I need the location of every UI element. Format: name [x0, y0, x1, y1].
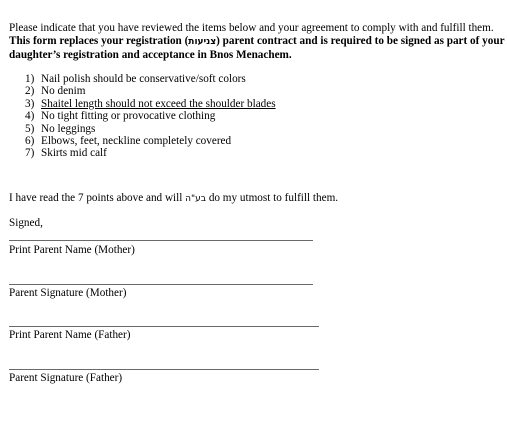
statement-prefix: I have read the 7 points above and will — [9, 192, 186, 204]
mother-signature-line[interactable] — [9, 284, 313, 285]
father-signature-label: Parent Signature (Father) — [9, 372, 123, 384]
father-name-line[interactable] — [9, 326, 319, 327]
rule-text: Elbows, feet, neckline completely covered — [41, 135, 232, 148]
intro-line-2 — [9, 35, 505, 49]
intro-line-2-suffix: ) parent contract and is required to be signed as part of your — [216, 35, 505, 47]
rule-number: 7) — [25, 147, 35, 160]
signed-label: Signed, — [9, 217, 43, 229]
rule-number: 6) — [25, 135, 35, 148]
rule-number: 2) — [25, 85, 35, 98]
mother-name-line[interactable] — [9, 240, 313, 241]
rule-number: 3) — [25, 97, 35, 110]
rule-text: No denim — [41, 85, 86, 98]
father-signature-line[interactable] — [9, 369, 319, 370]
rule-text: Shaitel length should not exceed the shoulder blades — [41, 97, 276, 110]
rule-item-1 — [25, 73, 276, 85]
father-name-label: Print Parent Name (Father) — [9, 329, 131, 341]
rule-text: No leggings — [41, 122, 96, 135]
rule-text: Skirts mid calf — [41, 147, 107, 160]
rule-text: No tight fitting or provocative clothing — [41, 110, 216, 123]
mother-name-label: Print Parent Name (Mother) — [9, 244, 135, 256]
statement-suffix: do my utmost to fulfill them. — [206, 192, 339, 204]
rule-item-6 — [25, 135, 276, 147]
rule-item-5 — [25, 123, 276, 135]
rules-list — [25, 73, 276, 160]
rule-text: Nail polish should be conservative/soft colors — [41, 73, 246, 85]
rule-item-7 — [25, 147, 276, 159]
rule-item-4 — [25, 110, 276, 122]
intro-line-1: Please indicate that you have reviewed the items below and your agreement to comply with and fulfill them. — [9, 22, 494, 34]
mother-signature-label: Parent Signature (Mother) — [9, 287, 127, 299]
statement-hebrew: בע"ה — [185, 194, 207, 204]
intro-paragraph — [9, 22, 505, 62]
intro-hebrew-term: צניעות — [188, 37, 217, 47]
intro-line-3: daughter’s registration and acceptance in Bnos Menachem. — [9, 49, 292, 61]
rule-item-2 — [25, 85, 276, 97]
agreement-statement — [9, 192, 338, 204]
rule-number: 4) — [25, 110, 35, 123]
intro-line-2-prefix: This form replaces your registration ( — [9, 35, 189, 47]
rule-item-3 — [25, 98, 276, 110]
rule-number: 5) — [25, 122, 35, 135]
rule-number: 1) — [25, 73, 35, 85]
